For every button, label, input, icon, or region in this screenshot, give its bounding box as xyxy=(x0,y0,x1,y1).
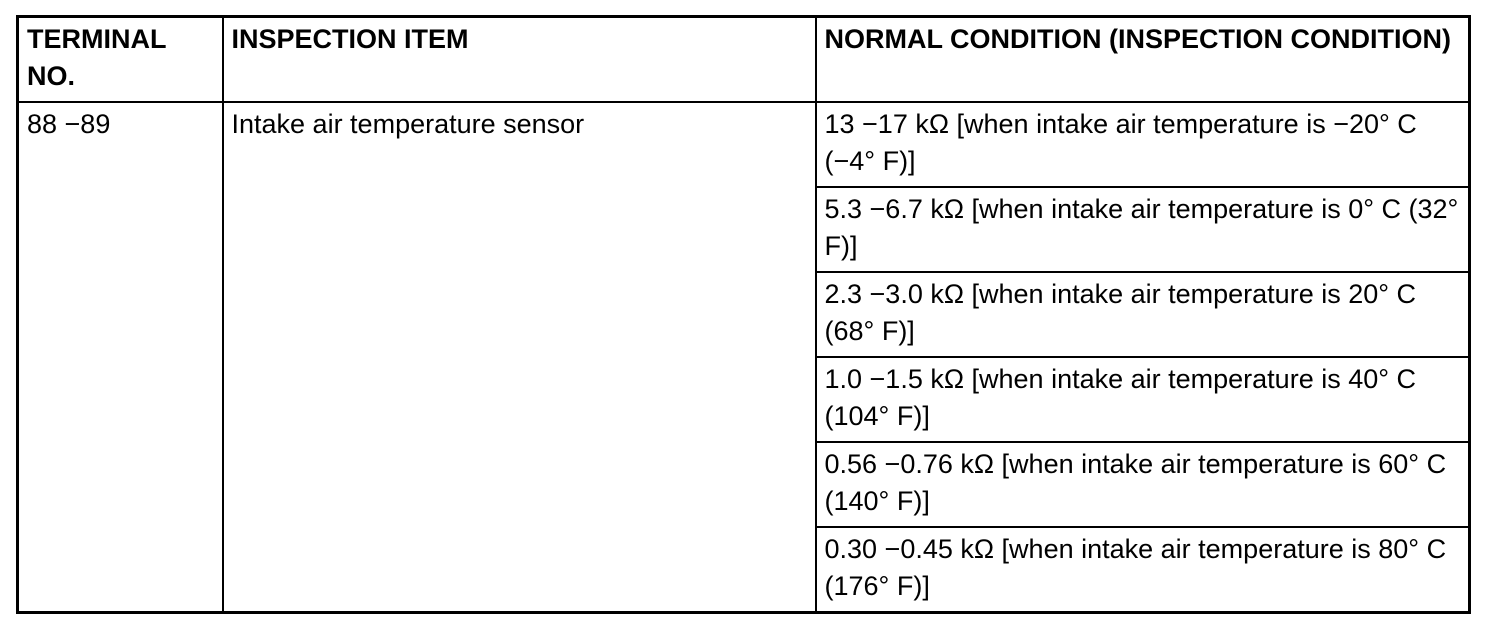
terminal-cell: 88 −89 xyxy=(18,102,223,613)
condition-cell: 5.3 −6.7 kΩ [when intake air temperature is 0° C (32° F)] xyxy=(816,187,1470,272)
condition-cell: 0.30 −0.45 kΩ [when intake air temperature is 80° C (176° F)] xyxy=(816,527,1470,613)
condition-cell: 13 −17 kΩ [when intake air temperature is −20° C (−4° F)] xyxy=(816,102,1470,187)
inspection-table xyxy=(16,15,1471,614)
header-terminal-no: TERMINAL NO. xyxy=(18,17,223,103)
header-normal-condition: NORMAL CONDITION (INSPECTION CONDITION) xyxy=(816,17,1470,103)
header-inspection-item: INSPECTION ITEM xyxy=(223,17,816,103)
condition-cell: 1.0 −1.5 kΩ [when intake air temperature is 40° C (104° F)] xyxy=(816,357,1470,442)
table-header xyxy=(18,17,1470,103)
header-row xyxy=(18,17,1470,103)
inspection-item-cell: Intake air temperature sensor xyxy=(223,102,816,613)
condition-cell: 2.3 −3.0 kΩ [when intake air temperature is 20° C (68° F)] xyxy=(816,272,1470,357)
condition-cell: 0.56 −0.76 kΩ [when intake air temperature is 60° C (140° F)] xyxy=(816,442,1470,527)
table-body xyxy=(18,102,1470,613)
table-row xyxy=(18,102,1470,187)
